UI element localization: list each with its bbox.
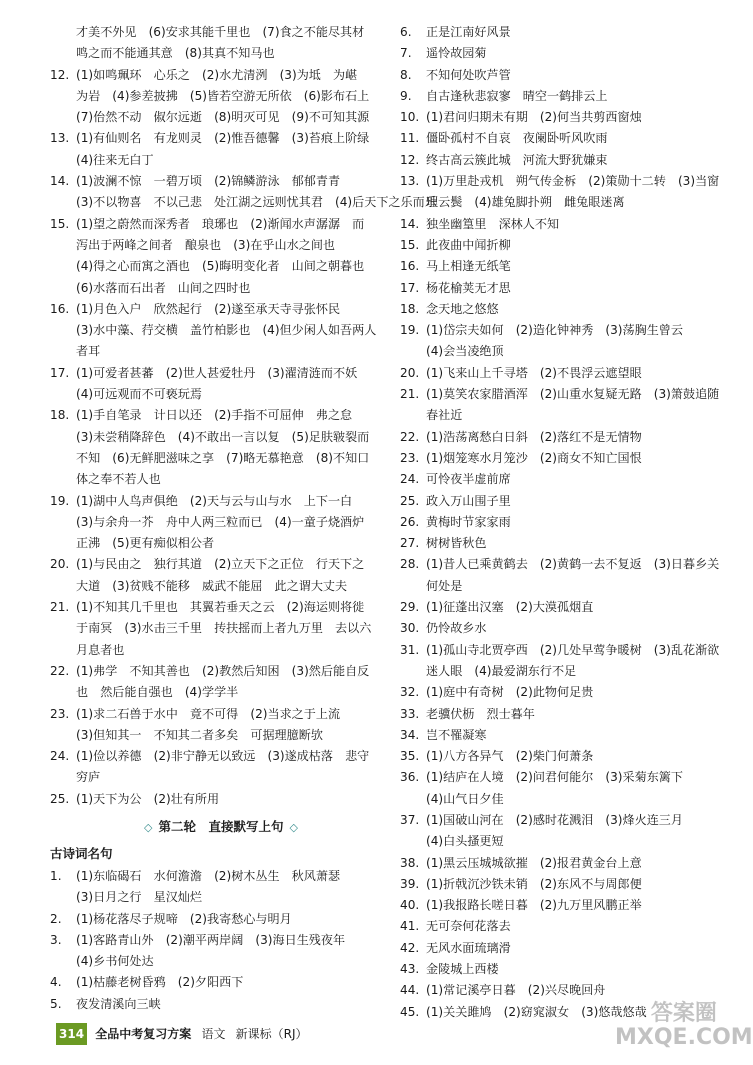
item-number: 33. bbox=[400, 706, 420, 721]
answer-text: 迷人眼 (4)最爱湖东行不足 bbox=[426, 663, 577, 678]
answer-continuation bbox=[50, 341, 392, 362]
answer-item bbox=[400, 725, 730, 746]
answer-text: (1)如鸣珮环 心乐之 (2)水尤清洌 (3)为坻 为嵁 bbox=[76, 67, 358, 82]
item-number: 36. bbox=[400, 770, 420, 785]
item-number: 19. bbox=[400, 323, 420, 338]
answer-continuation bbox=[50, 725, 392, 746]
answer-text: (4)往来无白丁 bbox=[76, 152, 154, 167]
edition-label: 新课标（RJ） bbox=[235, 1027, 308, 1041]
item-number: 42. bbox=[400, 940, 420, 955]
answer-item bbox=[400, 469, 730, 490]
answer-text: 自古逢秋悲寂寥 晴空一鹤排云上 bbox=[426, 88, 608, 103]
answer-continuation bbox=[400, 576, 730, 597]
answer-text: 大道 (3)贫贱不能移 威武不能屈 此之谓大丈夫 bbox=[76, 578, 348, 593]
answer-text: (6)水落而石出者 山间之四时也 bbox=[76, 280, 251, 295]
answer-continuation bbox=[50, 951, 392, 972]
answer-text: (1)湖中人鸟声俱绝 (2)天与云与山与水 上下一白 bbox=[76, 493, 353, 508]
answer-item bbox=[50, 128, 392, 149]
answer-text: (1)望之蔚然而深秀者 琅琊也 (2)渐闻水声潺潺 而 bbox=[76, 216, 365, 231]
item-number: 20. bbox=[50, 557, 70, 572]
section-title: 第二轮 直接默写上句 bbox=[158, 818, 284, 834]
answer-text: 者耳 bbox=[76, 344, 101, 359]
answer-text: 黄梅时节家家雨 bbox=[426, 514, 511, 529]
item-number: 12. bbox=[50, 67, 70, 82]
answer-continuation bbox=[400, 831, 730, 852]
answer-text: (1)常记溪亭日暮 (2)兴尽晚回舟 bbox=[426, 983, 606, 998]
item-number: 9. bbox=[400, 88, 412, 103]
answer-text: 月息者也 bbox=[76, 642, 125, 657]
answer-text: (1)波澜不惊 一碧万顷 (2)锦鳞游泳 郁郁青青 bbox=[76, 174, 341, 189]
answer-text: 穷庐 bbox=[76, 770, 101, 785]
answer-text: (1)八方各异气 (2)柴门何萧条 bbox=[426, 749, 594, 764]
item-number: 13. bbox=[400, 174, 420, 189]
right-column bbox=[400, 22, 730, 1023]
answer-continuation bbox=[50, 86, 392, 107]
answer-item bbox=[50, 171, 392, 192]
answer-item bbox=[400, 959, 730, 980]
answer-text: (1)客路青山外 (2)潮平两岸阔 (3)海日生残夜年 bbox=[76, 932, 346, 947]
answer-continuation bbox=[50, 448, 392, 469]
item-number: 6. bbox=[400, 25, 412, 39]
answer-item bbox=[400, 256, 730, 277]
answer-text: 终古高云簇此城 河流大野犹嫌束 bbox=[426, 152, 608, 167]
item-number: 8. bbox=[400, 67, 412, 82]
answer-item bbox=[50, 930, 392, 951]
item-number: 14. bbox=[400, 216, 420, 231]
item-number: 24. bbox=[50, 749, 70, 764]
answer-item bbox=[400, 767, 730, 788]
answer-item bbox=[50, 491, 392, 512]
item-number: 18. bbox=[400, 301, 420, 316]
answer-text: 泻出于两峰之间者 酿泉也 (3)在乎山水之间也 bbox=[76, 237, 336, 252]
answer-item bbox=[400, 363, 730, 384]
answer-continuation bbox=[50, 887, 392, 908]
item-number: 23. bbox=[400, 450, 420, 465]
answer-item bbox=[400, 299, 730, 320]
answer-text: (1)俭以养德 (2)非宁静无以致远 (3)遂成枯落 悲守 bbox=[76, 749, 370, 764]
item-number: 21. bbox=[400, 387, 420, 402]
answer-continuation bbox=[400, 405, 730, 426]
answer-text: 为岩 (4)参差披拂 (5)皆若空游无所依 (6)影布石上 bbox=[76, 88, 370, 103]
answer-continuation bbox=[50, 22, 392, 43]
answer-continuation bbox=[50, 256, 392, 277]
answer-text: (1)折戟沉沙铁未销 (2)东风不与周郎便 bbox=[426, 876, 642, 891]
answer-text: (1)岱宗夫如何 (2)造化钟神秀 (3)荡胸生曾云 bbox=[426, 323, 683, 338]
answer-continuation bbox=[50, 107, 392, 128]
answer-continuation bbox=[400, 192, 730, 213]
answer-item bbox=[400, 65, 730, 86]
answer-text: (3)但知其一 不知其二者多矣 可据理臆断欤 bbox=[76, 727, 323, 742]
answer-text: 政入万山围子里 bbox=[426, 493, 511, 508]
item-number: 17. bbox=[50, 365, 70, 380]
answer-item bbox=[400, 22, 730, 43]
answer-continuation bbox=[400, 789, 730, 810]
answer-item bbox=[400, 874, 730, 895]
answer-item bbox=[400, 640, 730, 661]
answer-text: (1)有仙则名 有龙则灵 (2)惟吾德馨 (3)苔痕上阶绿 bbox=[76, 131, 370, 146]
answer-continuation bbox=[50, 235, 392, 256]
answer-continuation bbox=[50, 278, 392, 299]
item-number: 7. bbox=[400, 46, 412, 61]
answer-item bbox=[50, 789, 392, 810]
item-number: 30. bbox=[400, 621, 420, 636]
answer-text: (1)君问归期未有期 (2)何当共剪西窗烛 bbox=[426, 110, 642, 125]
item-number: 12. bbox=[400, 152, 420, 167]
item-number: 19. bbox=[50, 493, 70, 508]
section-header bbox=[50, 814, 392, 840]
answer-continuation bbox=[50, 640, 392, 661]
answer-item bbox=[400, 554, 730, 575]
watermark-logo: 答案圈 MXQE.COM bbox=[615, 1001, 753, 1050]
answer-item bbox=[400, 235, 730, 256]
answer-text: (1)天下为公 (2)壮有所用 bbox=[76, 791, 220, 806]
answer-text: (1)我报路长嗟日暮 (2)九万里风鹏正举 bbox=[426, 898, 642, 913]
item-number: 17. bbox=[400, 280, 420, 295]
item-number: 2. bbox=[50, 911, 62, 926]
answer-text: (4)山气日夕佳 bbox=[426, 791, 504, 806]
item-number: 16. bbox=[400, 259, 420, 274]
answer-item bbox=[400, 853, 730, 874]
answer-text: 仍怜故乡水 bbox=[426, 621, 487, 636]
answer-text: 鸣之而不能通其意 (8)其真不知马也 bbox=[76, 46, 275, 61]
answer-item bbox=[400, 150, 730, 171]
answer-continuation bbox=[50, 43, 392, 64]
item-number: 34. bbox=[400, 727, 420, 742]
item-number: 37. bbox=[400, 812, 420, 827]
answer-item bbox=[400, 427, 730, 448]
answer-text: (1)杨花落尽子规啼 (2)我寄愁心与明月 bbox=[76, 911, 292, 926]
answer-text: 理云鬓 (4)雄兔脚扑朔 雌兔眼迷离 bbox=[426, 195, 625, 210]
answer-text: 马上相逢无纸笔 bbox=[426, 259, 511, 274]
answer-text: (3)与余舟一芥 舟中人两三粒而已 (4)一童子烧酒炉 bbox=[76, 514, 365, 529]
answer-item bbox=[400, 86, 730, 107]
answer-text: 正沸 (5)更有痴似相公者 bbox=[76, 536, 215, 551]
answer-item bbox=[400, 214, 730, 235]
item-number: 27. bbox=[400, 536, 420, 551]
answer-continuation bbox=[50, 320, 392, 341]
item-number: 44. bbox=[400, 983, 420, 998]
answer-text: (1)关关雎鸠 (2)窈窕淑女 (3)悠哉悠哉 bbox=[426, 1004, 647, 1019]
answer-text: 可怜夜半虚前席 bbox=[426, 472, 511, 487]
answer-item bbox=[400, 746, 730, 767]
item-number: 35. bbox=[400, 749, 420, 764]
answer-text: (1)浩荡离愁白日斜 (2)落红不是无情物 bbox=[426, 429, 642, 444]
item-number: 15. bbox=[50, 216, 70, 231]
answer-text: (1)月色入户 欣然起行 (2)遂至承天寺寻张怀民 bbox=[76, 301, 341, 316]
answer-text: 此夜曲中闻折柳 bbox=[426, 237, 511, 252]
answer-text: 正是江南好风景 bbox=[426, 25, 511, 39]
item-number: 22. bbox=[50, 663, 70, 678]
item-number: 38. bbox=[400, 855, 420, 870]
book-title: 全品中考复习方案 bbox=[95, 1027, 192, 1041]
item-number: 16. bbox=[50, 301, 70, 316]
item-number: 18. bbox=[50, 408, 70, 423]
answer-text: 老骥伏枥 烈士暮年 bbox=[426, 706, 535, 721]
answer-item bbox=[400, 618, 730, 639]
answer-item bbox=[400, 43, 730, 64]
answer-text: (1)枯藤老树昏鸦 (2)夕阳西下 bbox=[76, 975, 244, 990]
answer-text: 何处是 bbox=[426, 578, 463, 593]
item-number: 22. bbox=[400, 429, 420, 444]
answer-text: (7)佁然不动 俶尔远逝 (8)明灭可见 (9)不可知其源 bbox=[76, 110, 370, 125]
answer-text: (3)未尝稍降辞色 (4)不敢出一言以复 (5)足肤皲裂而 bbox=[76, 429, 370, 444]
answer-item bbox=[50, 994, 392, 1015]
answer-text: 才美不外见 (6)安求其能千里也 (7)食之不能尽其材 bbox=[76, 25, 365, 39]
item-number: 26. bbox=[400, 514, 420, 529]
item-number: 14. bbox=[50, 174, 70, 189]
answer-item bbox=[50, 554, 392, 575]
answer-text: (1)庭中有奇树 (2)此物何足贵 bbox=[426, 685, 594, 700]
answer-item bbox=[400, 704, 730, 725]
answer-continuation bbox=[400, 661, 730, 682]
answer-text: 僵卧孤村不自哀 夜阑卧听风吹雨 bbox=[426, 131, 608, 146]
item-number: 15. bbox=[400, 237, 420, 252]
answer-text: 遥怜故园菊 bbox=[426, 46, 487, 61]
answer-item bbox=[400, 128, 730, 149]
answer-text: (4)得之心而寓之酒也 (5)晦明变化者 山间之朝暮也 bbox=[76, 259, 365, 274]
item-number: 1. bbox=[50, 868, 62, 883]
answer-item bbox=[50, 65, 392, 86]
category-header: 古诗词名句 bbox=[50, 845, 113, 861]
item-number: 39. bbox=[400, 876, 420, 891]
answer-text: (1)与民由之 独行其道 (2)立天下之正位 行天下之 bbox=[76, 557, 365, 572]
answer-item bbox=[50, 597, 392, 618]
answer-text: (4)乡书何处达 bbox=[76, 954, 154, 969]
answer-text: (1)征蓬出汉塞 (2)大漠孤烟直 bbox=[426, 600, 594, 615]
answer-continuation bbox=[50, 533, 392, 554]
answer-item bbox=[400, 980, 730, 1001]
item-number: 40. bbox=[400, 898, 420, 913]
answer-continuation bbox=[50, 576, 392, 597]
item-number: 32. bbox=[400, 685, 420, 700]
answer-text: 无风水面琉璃滑 bbox=[426, 940, 511, 955]
item-number: 41. bbox=[400, 919, 420, 934]
item-number: 20. bbox=[400, 365, 420, 380]
item-number: 43. bbox=[400, 962, 420, 977]
answer-item bbox=[400, 384, 730, 405]
answer-text: (3)不以物喜 不以己悲 处江湖之远则忧其君 (4)后天下之乐而乐 bbox=[76, 195, 437, 210]
diamond-icon: ◇ bbox=[144, 820, 153, 834]
answer-text: 体之奉不若人也 bbox=[76, 472, 161, 487]
answer-item bbox=[400, 938, 730, 959]
answer-item bbox=[400, 278, 730, 299]
answer-item bbox=[400, 916, 730, 937]
item-number: 25. bbox=[400, 493, 420, 508]
answer-text: (1)不知其几千里也 其翼若垂天之云 (2)海运则将徙 bbox=[76, 600, 365, 615]
item-number: 29. bbox=[400, 600, 420, 615]
answer-continuation bbox=[50, 618, 392, 639]
answer-continuation bbox=[50, 469, 392, 490]
answer-continuation bbox=[50, 192, 437, 213]
answer-item bbox=[400, 171, 730, 192]
item-number: 45. bbox=[400, 1004, 420, 1019]
answer-text: (1)飞来山上千寻塔 (2)不畏浮云遮望眼 bbox=[426, 365, 642, 380]
answer-text: 不知 (6)无鲜肥滋味之享 (7)略无慕艳意 (8)不知口 bbox=[76, 450, 370, 465]
item-number: 25. bbox=[50, 791, 70, 806]
item-number: 13. bbox=[50, 131, 70, 146]
answer-text: (1)黑云压城城欲摧 (2)报君黄金台上意 bbox=[426, 855, 642, 870]
answer-item bbox=[50, 214, 392, 235]
answer-text: (1)结庐在人境 (2)问君何能尔 (3)采菊东篱下 bbox=[426, 770, 683, 785]
answer-item bbox=[50, 704, 392, 725]
answer-text: 杨花榆荚无才思 bbox=[426, 280, 511, 295]
answer-item bbox=[50, 866, 392, 887]
answer-text: (1)弗学 不知其善也 (2)教然后知困 (3)然后能自反 bbox=[76, 663, 370, 678]
subject-label: 语文 bbox=[201, 1027, 226, 1041]
answer-continuation bbox=[50, 512, 392, 533]
item-number: 28. bbox=[400, 557, 420, 572]
answer-text: (1)可爱者甚蕃 (2)世人甚爱牡丹 (3)濯清涟而不妖 bbox=[76, 365, 358, 380]
answer-text: (1)手自笔录 计日以还 (2)手指不可屈伸 弗之怠 bbox=[76, 408, 353, 423]
answer-item bbox=[400, 810, 730, 831]
answer-text: (1)昔人已乘黄鹤去 (2)黄鹤一去不复返 (3)日暮乡关 bbox=[426, 557, 720, 572]
answer-item bbox=[400, 107, 730, 128]
item-number: 4. bbox=[50, 975, 62, 990]
answer-text: (3)日月之行 星汉灿烂 bbox=[76, 890, 202, 905]
page-number: 314 bbox=[56, 1023, 87, 1045]
answer-continuation bbox=[50, 767, 392, 788]
item-number: 3. bbox=[50, 932, 62, 947]
answer-text: 金陵城上西楼 bbox=[426, 962, 499, 977]
answer-text: 念天地之悠悠 bbox=[426, 301, 499, 316]
answer-text: 无可奈何花落去 bbox=[426, 919, 511, 934]
item-number: 10. bbox=[400, 110, 420, 125]
answer-item bbox=[400, 448, 730, 469]
answer-text: (1)烟笼寒水月笼沙 (2)商女不知亡国恨 bbox=[426, 450, 642, 465]
answer-item bbox=[50, 661, 392, 682]
answer-text: (1)万里赴戎机 朔气传金柝 (2)策勋十二转 (3)当窗 bbox=[426, 174, 720, 189]
answer-item bbox=[400, 512, 730, 533]
answer-text: (1)求二石兽于水中 竟不可得 (2)当求之于上流 bbox=[76, 706, 341, 721]
answer-text: 独坐幽篁里 深林人不知 bbox=[426, 216, 560, 231]
answer-item bbox=[50, 405, 392, 426]
answer-item bbox=[50, 299, 392, 320]
diamond-icon: ◇ bbox=[289, 820, 298, 834]
item-number: 11. bbox=[400, 131, 420, 146]
answer-continuation bbox=[400, 341, 730, 362]
answer-continuation bbox=[50, 150, 392, 171]
answer-text: (3)水中藻、荇交横 盖竹柏影也 (4)但少闲人如吾两人 bbox=[76, 323, 377, 338]
item-number: 23. bbox=[50, 706, 70, 721]
answer-text: 夜发清溪向三峡 bbox=[76, 996, 161, 1011]
answer-text: 于南冥 (3)水击三千里 抟扶摇而上者九万里 去以六 bbox=[76, 621, 372, 636]
answer-continuation bbox=[50, 427, 392, 448]
answer-item bbox=[400, 320, 730, 341]
answer-continuation bbox=[50, 384, 392, 405]
answer-text: (1)国破山河在 (2)感时花溅泪 (3)烽火连三月 bbox=[426, 812, 683, 827]
answer-item bbox=[400, 597, 730, 618]
answer-text: (4)会当凌绝顶 bbox=[426, 344, 504, 359]
answer-text: 春社近 bbox=[426, 408, 463, 423]
answer-text: 树树皆秋色 bbox=[426, 536, 487, 551]
answer-item bbox=[50, 363, 392, 384]
answer-item bbox=[400, 533, 730, 554]
answer-item bbox=[400, 491, 730, 512]
answer-text: (4)白头搔更短 bbox=[426, 834, 504, 849]
answer-item bbox=[400, 682, 730, 703]
answer-item bbox=[50, 746, 392, 767]
answer-text: (4)可远观而不可亵玩焉 bbox=[76, 387, 202, 402]
answer-text: (1)东临碣石 水何澹澹 (2)树木丛生 秋风萧瑟 bbox=[76, 868, 341, 883]
answer-text: 岂不罹凝寒 bbox=[426, 727, 487, 742]
answer-item bbox=[50, 972, 392, 993]
answer-continuation bbox=[50, 682, 392, 703]
item-number: 5. bbox=[50, 996, 62, 1011]
answer-text: (1)莫笑农家腊酒浑 (2)山重水复疑无路 (3)箫鼓追随 bbox=[426, 387, 720, 402]
answer-text: 不知何处吹芦管 bbox=[426, 67, 511, 82]
item-number: 24. bbox=[400, 472, 420, 487]
answer-text: 也 然后能自强也 (4)学学半 bbox=[76, 685, 239, 700]
answer-item bbox=[50, 909, 392, 930]
item-number: 31. bbox=[400, 642, 420, 657]
answer-item bbox=[400, 895, 730, 916]
item-number: 21. bbox=[50, 600, 70, 615]
answer-text: (1)孤山寺北贾亭西 (2)几处早莺争暖树 (3)乱花渐欲 bbox=[426, 642, 720, 657]
page-footer bbox=[56, 1023, 308, 1045]
